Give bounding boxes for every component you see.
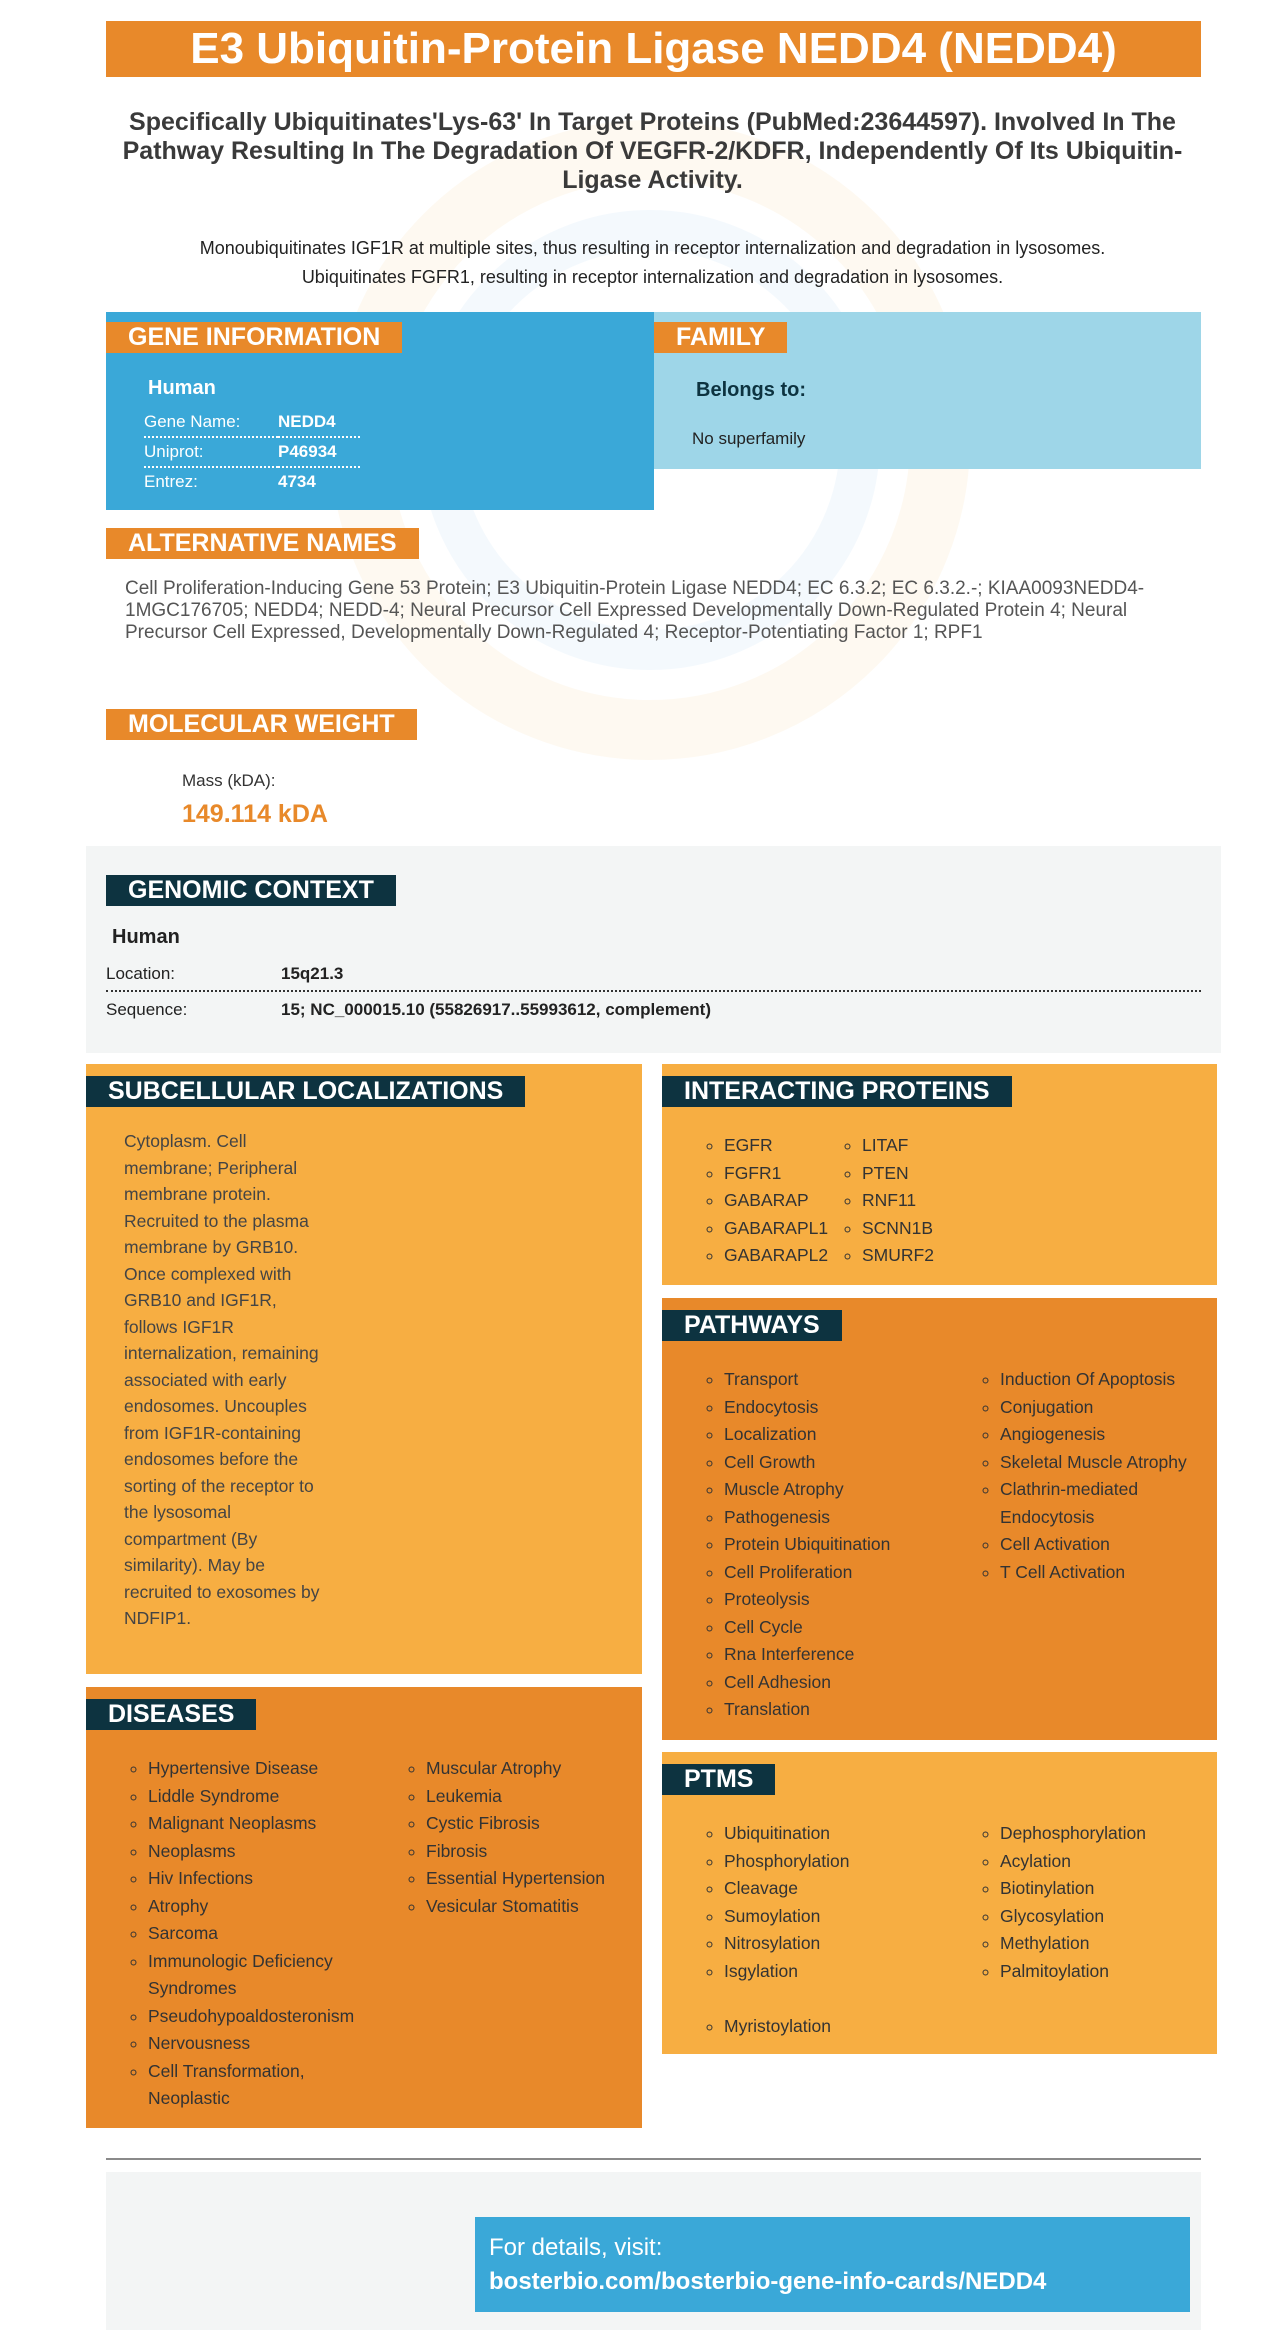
- subcellular-line: associated with early: [124, 1369, 287, 1390]
- disease-item: ◦ Malignant Neoplasms: [148, 1810, 386, 1838]
- ptm-item: ◦ Methylation: [1000, 1930, 1204, 1958]
- description: [130, 234, 1175, 292]
- subcellular-panel: [86, 1064, 642, 1674]
- ptm-item: ◦ Isgylation: [724, 1958, 962, 1986]
- disease-item: ◦ Pseudohypoaldosteronism: [148, 2003, 386, 2031]
- page-title: E3 Ubiquitin-Protein Ligase NEDD4 (NEDD4): [106, 21, 1201, 77]
- disease-item: ◦ Hiv Infections: [148, 1865, 386, 1893]
- genomic-context-panel: [86, 846, 1221, 1053]
- disease-item: ◦ Immunologic Deficiency Syndromes: [148, 1948, 386, 2003]
- pathway-item: ◦ Clathrin-mediated Endocytosis: [1000, 1476, 1204, 1531]
- ptms-heading: PTMS: [662, 1764, 775, 1795]
- ptm-item: ◦ Cleavage: [724, 1875, 962, 1903]
- pathways-list-col1: [702, 1366, 962, 1724]
- interacting-protein-item: ◦ EGFR: [724, 1132, 832, 1160]
- mass-label: Mass (kDA):: [182, 771, 276, 790]
- subcellular-line: follows IGF1R: [124, 1316, 234, 1337]
- subcellular-line: compartment (By: [124, 1528, 258, 1549]
- interacting-protein-item: ◦ SMURF2: [862, 1242, 970, 1270]
- disease-item: ◦ Fibrosis: [426, 1838, 624, 1866]
- ptms-panel: [662, 1752, 1217, 2054]
- disease-item: ◦ Liddle Syndrome: [148, 1783, 386, 1811]
- interacting-protein-item: ◦ RNF11: [862, 1187, 970, 1215]
- gene-species: Human: [148, 377, 216, 399]
- ptm-item: ◦ Biotinylation: [1000, 1875, 1204, 1903]
- pathway-item: ◦ Cell Activation: [1000, 1531, 1204, 1559]
- diseases-list-col1: [126, 1755, 386, 2113]
- gene-info-row: [144, 408, 360, 437]
- pathway-item: ◦ Cell Proliferation: [724, 1559, 962, 1587]
- genomic-context-heading: GENOMIC CONTEXT: [106, 875, 396, 906]
- disease-item: ◦ Atrophy: [148, 1893, 386, 1921]
- subcellular-line: the lysosomal: [124, 1502, 231, 1522]
- pathway-item: ◦ Transport: [724, 1366, 962, 1394]
- ptm-item: ◦ Palmitoylation: [1000, 1958, 1204, 1986]
- gene-information-heading: GENE INFORMATION: [106, 322, 402, 353]
- pathway-item: ◦ Protein Ubiquitination: [724, 1531, 962, 1559]
- description-line: Monoubiquitinates IGF1R at multiple sites, thus resulting in receptor internalization and degradation in lysosomes.: [199, 238, 1106, 258]
- subcellular-line: endosomes before the: [124, 1449, 299, 1469]
- location-value: 15q21.3: [281, 964, 344, 983]
- gene-info-label: Entrez:: [144, 472, 198, 491]
- sequence-value: 15; NC_000015.10 (55826917..55993612, complement): [281, 1000, 712, 1019]
- interacting-list-col2: [840, 1132, 970, 1270]
- disease-item: ◦ Sarcoma: [148, 1920, 386, 1948]
- interacting-proteins-panel: [662, 1064, 1217, 1285]
- subcellular-line: Recruited to the plasma: [124, 1210, 309, 1231]
- genomic-species: Human: [112, 926, 180, 948]
- subcellular-line: from IGF1R-containing: [124, 1422, 302, 1443]
- subcellular-line: membrane protein.: [124, 1184, 271, 1204]
- disease-item: ◦ Neoplasms: [148, 1838, 386, 1866]
- interacting-protein-item: ◦ SCNN1B: [862, 1215, 970, 1243]
- pathway-item: ◦ Angiogenesis: [1000, 1421, 1204, 1449]
- diseases-heading: DISEASES: [86, 1699, 256, 1730]
- footer-divider: [106, 2158, 1201, 2160]
- subcellular-line: GRB10 and IGF1R,: [124, 1290, 277, 1310]
- pathway-item: ◦ Localization: [724, 1421, 962, 1449]
- pathways-list-col2: [978, 1366, 1204, 1586]
- family-panel: [654, 312, 1201, 469]
- pathway-item: ◦ Muscle Atrophy: [724, 1476, 962, 1504]
- gene-info-label: Gene Name:: [144, 408, 278, 437]
- location-label: Location:: [106, 964, 175, 983]
- subcellular-text: [124, 1128, 384, 1632]
- pathways-heading: PATHWAYS: [662, 1310, 842, 1341]
- interacting-protein-item: ◦ GABARAP: [724, 1187, 832, 1215]
- details-link[interactable]: [475, 2217, 1190, 2312]
- disease-item: ◦ Vesicular Stomatitis: [426, 1893, 624, 1921]
- pathway-item: ◦ Cell Growth: [724, 1449, 962, 1477]
- pathway-item: ◦ Conjugation: [1000, 1394, 1204, 1422]
- disease-item: ◦ Leukemia: [426, 1783, 624, 1811]
- pathway-item: ◦ Translation: [724, 1696, 962, 1724]
- description-line: Ubiquitinates FGFR1, resulting in receptor internalization and degradation in lysosomes.: [301, 267, 1004, 287]
- ptms-list-extra: [702, 2013, 962, 2041]
- disease-item: ◦ Nervousness: [148, 2030, 386, 2058]
- gene-info-label: Uniprot:: [144, 437, 278, 467]
- page-subtitle: Specifically Ubiquitinates'Lys-63' In Target Proteins (PubMed:23644597). Involved In The Pathway Resulting In The Degradation Of VEGFR-2/KDFR, Independently Of Its Ubiquitin-Ligase Activity.: [122, 108, 1183, 194]
- pathway-item: ◦ Cell Adhesion: [724, 1669, 962, 1697]
- interacting-protein-item: ◦ GABARAPL2: [724, 1242, 832, 1270]
- interacting-protein-item: ◦ LITAF: [862, 1132, 970, 1160]
- subcellular-line: Cytoplasm. Cell: [124, 1131, 247, 1151]
- pathway-item: ◦ Endocytosis: [724, 1394, 962, 1422]
- ptms-list-col1: [702, 1820, 962, 1985]
- pathway-item: ◦ T Cell Activation: [1000, 1559, 1204, 1587]
- diseases-list-col2: [404, 1755, 624, 1920]
- pathway-item: ◦ Skeletal Muscle Atrophy: [1000, 1449, 1204, 1477]
- gene-info-row: [144, 437, 360, 467]
- interacting-protein-item: ◦ FGFR1: [724, 1160, 832, 1188]
- ptms-list-col2: [978, 1820, 1204, 1985]
- pathway-item: ◦ Proteolysis: [724, 1586, 962, 1614]
- sequence-label: Sequence:: [106, 1000, 188, 1019]
- gene-info-table: [144, 408, 360, 496]
- ptm-item: ◦ Dephosphorylation: [1000, 1820, 1204, 1848]
- ptm-item: ◦ Myristoylation: [724, 2013, 962, 2041]
- ptm-item: ◦ Acylation: [1000, 1848, 1204, 1876]
- family-belongs-label: Belongs to:: [696, 379, 806, 401]
- location-row: [106, 964, 1201, 992]
- molecular-weight-heading: MOLECULAR WEIGHT: [106, 709, 417, 740]
- gene-info-row: [144, 467, 360, 496]
- ptm-item: ◦ Phosphorylation: [724, 1848, 962, 1876]
- ptm-item: ◦ Nitrosylation: [724, 1930, 962, 1958]
- gene-information-panel: [106, 312, 654, 510]
- subcellular-line: similarity). May be: [124, 1555, 265, 1575]
- details-link-url[interactable]: bosterbio.com/bosterbio-gene-info-cards/NEDD4: [489, 2268, 1047, 2295]
- gene-info-value: 4734: [278, 472, 316, 491]
- interacting-protein-item: ◦ GABARAPL1: [724, 1215, 832, 1243]
- subcellular-line: sorting of the receptor to: [124, 1475, 314, 1496]
- pathway-item: ◦ Induction Of Apoptosis: [1000, 1366, 1204, 1394]
- disease-item: ◦ Cystic Fibrosis: [426, 1810, 624, 1838]
- subcellular-heading: SUBCELLULAR LOCALIZATIONS: [86, 1076, 525, 1107]
- pathway-item: ◦ Cell Cycle: [724, 1614, 962, 1642]
- subcellular-line: membrane; Peripheral: [124, 1157, 298, 1178]
- mass-value: 149.114 kDA: [182, 800, 328, 828]
- ptm-item: ◦ Sumoylation: [724, 1903, 962, 1931]
- pathway-item: ◦ Pathogenesis: [724, 1504, 962, 1532]
- subcellular-line: recruited to exosomes by: [124, 1581, 320, 1602]
- subcellular-line: endosomes. Uncouples: [124, 1396, 307, 1416]
- family-heading: FAMILY: [654, 322, 787, 353]
- subcellular-line: Once complexed with: [124, 1263, 292, 1284]
- pathway-item: ◦ Rna Interference: [724, 1641, 962, 1669]
- disease-item: ◦ Essential Hypertension: [426, 1865, 624, 1893]
- gene-info-value: P46934: [278, 437, 360, 467]
- subcellular-line: internalization, remaining: [124, 1343, 319, 1363]
- interacting-proteins-heading: INTERACTING PROTEINS: [662, 1076, 1012, 1107]
- pathways-panel: [662, 1298, 1217, 1740]
- disease-item: ◦ Hypertensive Disease: [148, 1755, 386, 1783]
- alternative-names-heading: ALTERNATIVE NAMES: [106, 528, 419, 559]
- interacting-list-col1: [702, 1132, 832, 1270]
- interacting-protein-item: ◦ PTEN: [862, 1160, 970, 1188]
- disease-item: ◦ Cell Transformation, Neoplastic: [148, 2058, 386, 2113]
- details-link-prefix: For details, visit:: [489, 2234, 663, 2261]
- subcellular-line: membrane by GRB10.: [124, 1237, 299, 1257]
- subcellular-line: NDFIP1.: [124, 1608, 192, 1628]
- gene-info-value: NEDD4: [278, 408, 360, 437]
- family-value: No superfamily: [692, 429, 806, 448]
- alternative-names-text: Cell Proliferation-Inducing Gene 53 Protein; E3 Ubiquitin-Protein Ligase NEDD4; EC 6.3.2; EC 6.3.2.-; KIAA0093NEDD4-1MGC176705; NEDD4; NEDD-4; Neural Precursor Cell Expressed Developmentally Down-Regulated Protein 4; Neural Precursor Cell Expressed, Developmentally Down-Regulated 4; Receptor-Potentiating Factor 1; RPF1: [125, 578, 1145, 643]
- ptm-item: ◦ Glycosylation: [1000, 1903, 1204, 1931]
- ptm-item: ◦ Ubiquitination: [724, 1820, 962, 1848]
- diseases-panel: [86, 1687, 642, 2128]
- disease-item: ◦ Muscular Atrophy: [426, 1755, 624, 1783]
